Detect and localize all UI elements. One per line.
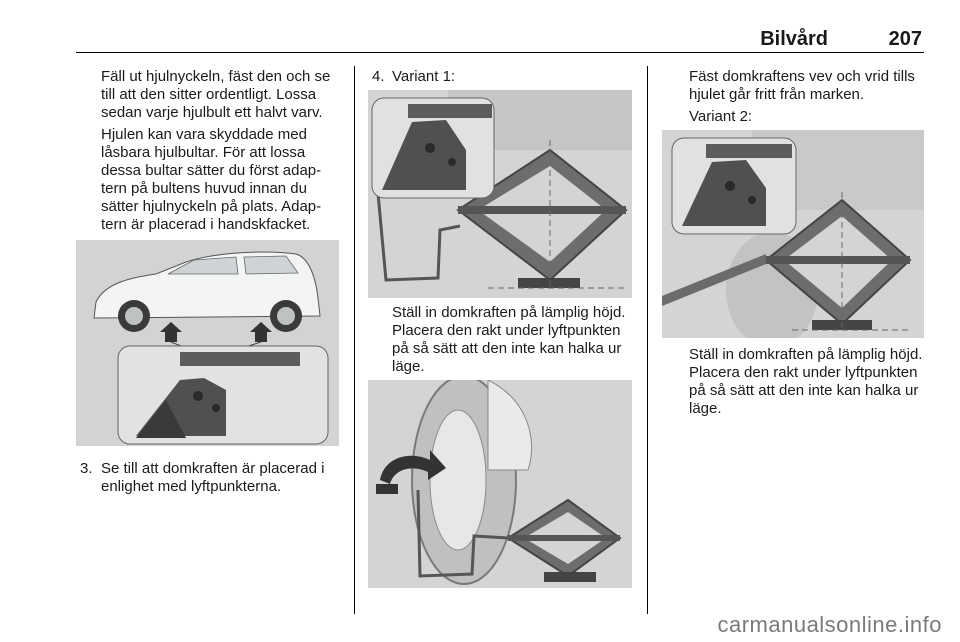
col3-para1: Fäst domkraftens vev och vrid tills hjulet går fritt från marken. <box>689 68 915 103</box>
car-lift-illustration <box>76 240 339 446</box>
jack-variant2-illustration <box>662 130 924 338</box>
step4-number: 4. <box>372 68 385 85</box>
figure-jack-variant-2 <box>662 130 924 338</box>
col1-para1: Fäll ut hjulnyckeln, fäst den och se till att den sitter ordentligt. Lossa sedan varje hjulbult ett halvt varv. <box>101 68 331 121</box>
header-rule <box>76 52 924 53</box>
step3-number: 3. <box>80 460 93 477</box>
jack-variant1-illustration <box>368 90 632 298</box>
column-divider-2 <box>647 66 648 614</box>
col1-para2: Hjulen kan vara skyddade med låsbara hjulbultar. För att lossa dessa bultar sätter du först adaptern på bultens huvud innan du sätter hjulnyckeln på plats. Adaptern är placerad i handskfacket. <box>101 126 322 233</box>
caption-variant-1: Ställ in domkraften på lämplig höjd. Placera den rakt under lyftpunkten på så sätt att den inte kan halka ur läge. <box>392 304 626 375</box>
jack-wheel-illustration <box>368 380 632 588</box>
figure-jack-variant-1 <box>368 90 632 298</box>
page-number: 207 <box>888 28 922 50</box>
page-header <box>76 26 924 50</box>
caption-variant-2: Ställ in domkraften på lämplig höjd. Placera den rakt under lyftpunkten på så sätt att den inte kan halka ur läge. <box>689 346 923 417</box>
step4-label: Variant 1: <box>392 68 456 85</box>
section-title: Bilvård <box>760 28 828 50</box>
watermark: carmanualsonline.info <box>717 612 942 637</box>
figure-jack-wheel <box>368 380 632 588</box>
variant2-label: Variant 2: <box>689 108 753 125</box>
step3-text: Se till att domkraften är placerad i enlighet med lyftpunkterna. <box>101 460 325 495</box>
column-divider-1 <box>354 66 355 614</box>
figure-car-lift-points <box>76 240 339 446</box>
